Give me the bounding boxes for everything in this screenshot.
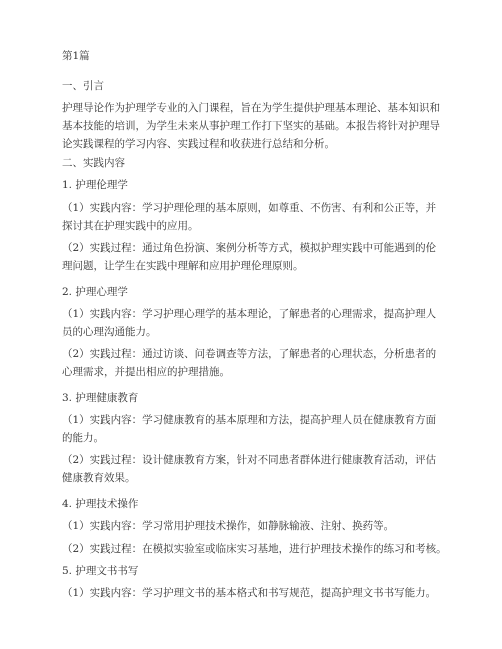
- item-line: 的能力。: [62, 432, 104, 444]
- item-line: （2）实践过程：通过访谈、问卷调查等方法，了解患者的心理状态，分析患者的: [62, 348, 437, 360]
- item-line: （1）实践内容：学习健康教育的基本原理和方法，提高护理人员在健康教育方面: [62, 414, 437, 426]
- item-line: （2）实践过程：在模拟实验室或临床实习基地，进行护理技术操作的练习和考核。: [62, 543, 447, 555]
- item-line: 健康教育效果。: [62, 472, 136, 484]
- subsection-title: 4. 护理技术操作: [62, 498, 139, 510]
- subsection-title: 1. 护理伦理学: [62, 179, 128, 191]
- item-line: 探讨其在护理实践中的应用。: [62, 220, 199, 232]
- page-label: 第1篇: [62, 50, 90, 62]
- intro-paragraph-line: 论实践课程的学习内容、实践过程和收获进行总结和分析。: [62, 138, 335, 150]
- item-line: （2）实践过程：通过角色扮演、案例分析等方式，模拟护理实践中可能遇到的伦: [62, 242, 437, 254]
- item-line: 心理需求，并提出相应的护理措施。: [62, 366, 230, 378]
- item-line: （2）实践过程：设计健康教育方案，针对不同患者群体进行健康教育活动，评估: [62, 454, 437, 466]
- item-line: 理问题，让学生在实践中理解和应用护理伦理原则。: [62, 260, 304, 272]
- intro-paragraph-line: 护理导论作为护理学专业的入门课程，旨在为学生提供护理基本理论、基本知识和: [62, 102, 440, 114]
- intro-paragraph-line: 基本技能的培训，为学生未来从事护理工作打下坚实的基础。本报告将针对护理导: [62, 120, 440, 132]
- subsection-title: 5. 护理文书书写: [62, 565, 139, 577]
- item-line: （1）实践内容：学习常用护理技术操作，如静脉输液、注射、换药等。: [62, 520, 395, 532]
- item-line: 员的心理沟通能力。: [62, 326, 157, 338]
- section-heading-practice: 二、实践内容: [62, 157, 125, 169]
- subsection-title: 3. 护理健康教育: [62, 392, 139, 404]
- item-line: （1）实践内容：学习护理心理学的基本理论，了解患者的心理需求，提高护理人: [62, 308, 437, 320]
- item-line: （1）实践内容：学习护理文书的基本格式和书写规范，提高护理文书书写能力。: [62, 587, 437, 599]
- item-line: （1）实践内容：学习护理伦理的基本原则，如尊重、不伤害、有利和公正等，并: [62, 202, 437, 214]
- section-heading-intro: 一、引言: [62, 80, 104, 92]
- subsection-title: 2. 护理心理学: [62, 286, 128, 298]
